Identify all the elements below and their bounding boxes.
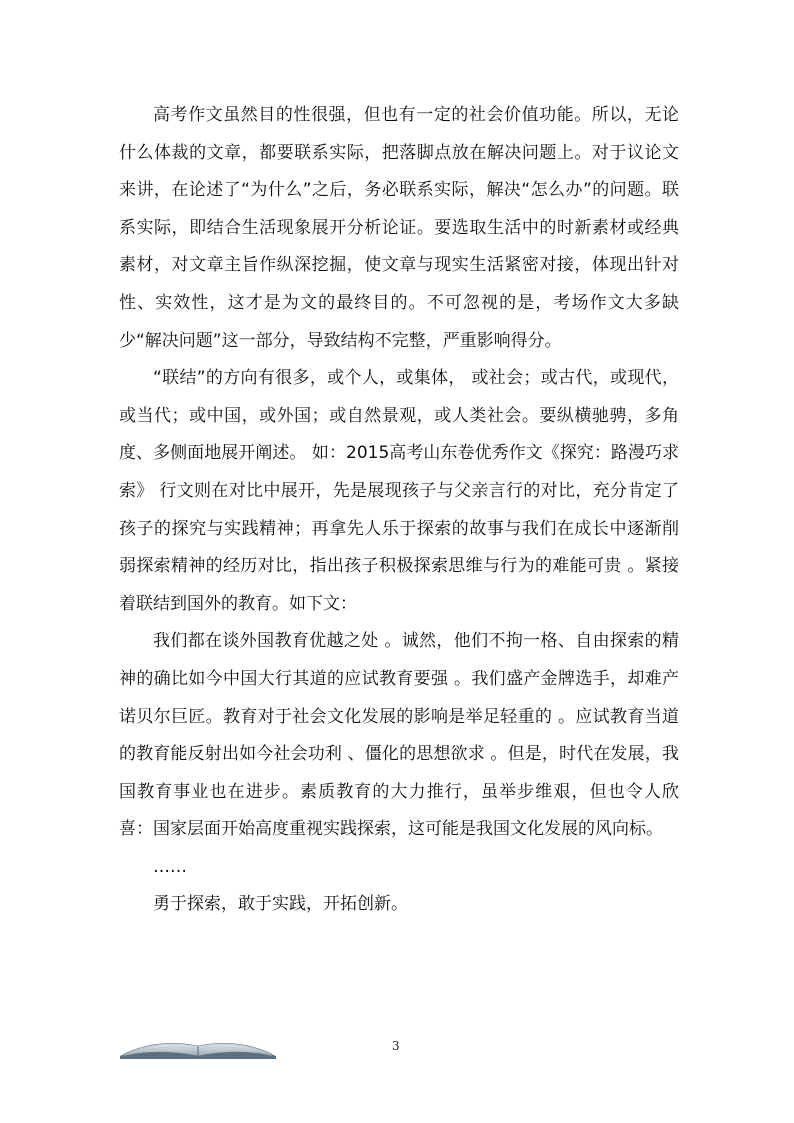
paragraph-1: 高考作文虽然目的性很强，但也有一定的社会价值功能。所以，无论什么体裁的文章，都要联系实际，把落脚点放在解决问题上。对于议论文来讲，在论述了“为什么”之后，务必联系实际，解决“怎么办”的问题。联系实际，即结合生活现象展开分析论证。要选取生活中的时新素材或经典素材，对文章主旨作纵深挖掘，使文章与现实生活紧密对接，体现出针对性、实效性，这才是为文的最终目的。不可忽视的是，考场作文大多缺少“解决问题”这一部分，导致结构不完整，严重影响得分。 (119, 105, 679, 351)
paragraph-closing: 勇于探索，敢于实践，开拓创新。 (153, 894, 408, 915)
paragraph-2: “联结”的方向有很多，或个人，或集体， 或社会；或古代，或现代，或当代；或中国，或外国；或自然景观，或人类社会。要纵横驰骋，多角度、多侧面地展开阐述。 如：2015高考山东卷优秀作文《探究：路漫巧求索》 行文则在对比中展开，先是展现孩子与父亲言行的对比，充分肯定了孩子的探究与实践精神；再拿先人乐于探索的故事与我们在成长中逐渐削弱探索精神的经历对比，指出孩子积极探索思维与行为的难能可贵 。紧接着联结到国外的教育。如下文： (119, 368, 679, 614)
paragraph-ellipsis: …… (153, 856, 187, 877)
document-body (119, 97, 679, 924)
open-book-icon (118, 1034, 278, 1060)
paragraph-3-quote: 我们都在谈外国教育优越之处 。诚然，他们不拘一格、自由探索的精神的确比如今中国大行其道的应试教育要强 。我们盛产金牌选手，却难产诺贝尔巨匠。教育对于社会文化发展的影响是举足轻重的 。应试教育当道的教育能反射出如今社会功利 、僵化的思想欲求 。但是，时代在发展，我国教育事业也在进步。素质教育的大力推行，虽举步维艰，但也令人欣喜：国家层面开始高度重视实践探索，这可能是我国文化发展的风向标。 (119, 631, 679, 840)
page-number: 3 (392, 1039, 400, 1053)
